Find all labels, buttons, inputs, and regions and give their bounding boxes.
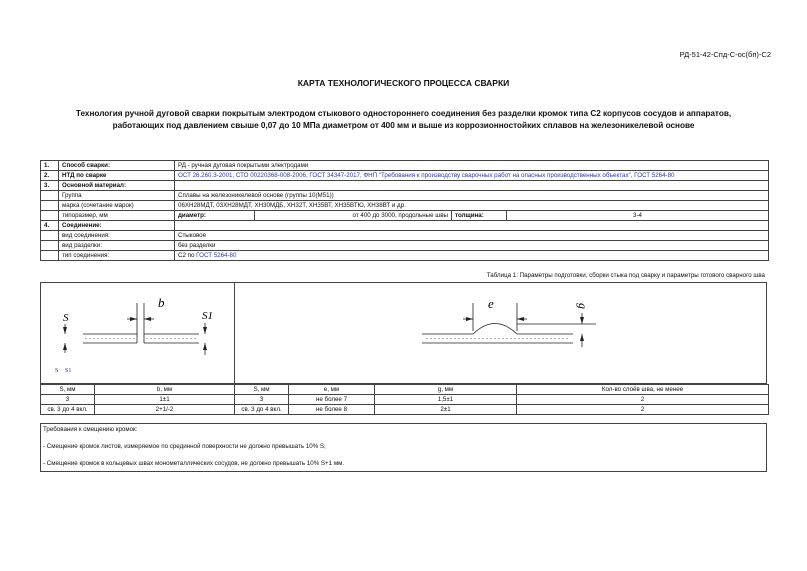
table-row (41, 211, 769, 221)
table-cell: 3 (235, 395, 289, 405)
thickness-value: 3-4 (507, 211, 769, 221)
size-label: типоразмер, мм (59, 211, 175, 221)
table-cell: 2 (517, 395, 769, 405)
document-number: РД-51-42-Спд-С-ос(бп)-С2 (679, 50, 771, 59)
table-row (41, 405, 769, 415)
page-title: КАРТА ТЕХНОЛОГИЧЕСКОГО ПРОЦЕССА СВАРКИ (297, 78, 510, 88)
edge-offset-requirements (40, 423, 767, 472)
label-s: S (63, 312, 69, 324)
column-header: e, мм (289, 385, 375, 395)
diameter-label: диаметр: (175, 211, 255, 221)
joint-preparation-drawing (41, 283, 234, 383)
table-row (41, 395, 769, 405)
table-cell: св. 3 до 4 вкл. (41, 405, 95, 415)
gost-link[interactable]: ГОСТ 5264-80 (196, 252, 237, 259)
joint-parameters-table (40, 384, 769, 415)
requirement-line: - Смещение кромок листов, измеряемое по срединной поверхности не должно превышать 10% S; (43, 443, 326, 450)
group-label: Группа (59, 191, 175, 201)
joint-label: Соединение: (59, 221, 175, 231)
table-row (41, 241, 769, 251)
label-s1: S1 (202, 310, 213, 322)
joint-type-label: тип соединения: (59, 251, 175, 261)
column-header: b, мм (95, 385, 235, 395)
page-subtitle (40, 108, 767, 132)
groove-value: без разделки (175, 241, 769, 251)
joint-figure (40, 282, 767, 384)
table-cell: 1±1 (95, 395, 235, 405)
ntd-value[interactable]: ОСТ 26.260.3-2001, СТО 00220368-008-2006, ГОСТ 34347-2017, ФНП "Требования к производству сварочных работ на опасных производственных объектах", ГОСТ 5264-80 (175, 171, 769, 181)
label-b: b (158, 295, 165, 310)
subtitle-line-1: Технология ручной дуговой сварки покрытым электродом стыкового одностороннего соединения без разделки кромок типа С2 корпусов сосудов и аппаратов, (75, 109, 732, 118)
table-row (41, 171, 769, 181)
requirement-line: - Смещение кромок в кольцевых швах монометаллических сосудов, не должно превышать 10% S+1 мм. (43, 460, 345, 467)
joint-kind-label: вид соединения: (59, 231, 175, 241)
table-row (41, 221, 769, 231)
row-number: 2. (41, 171, 59, 181)
group-value: Сплавы на железоникелевой основе (группы 10(M51)) (175, 191, 769, 201)
table-cell: 3 (41, 395, 95, 405)
groove-label: вид разделки: (59, 241, 175, 251)
table-cell: св. 3 до 4 вкл. (235, 405, 289, 415)
table-cell: 2+1/-2 (95, 405, 235, 415)
welding-method-value: РД - ручная дуговая покрытыми электродами (175, 161, 769, 171)
label-s-small: S (55, 368, 59, 374)
joint-type-value: С2 по ГОСТ 5264-80 (175, 251, 769, 261)
welding-info-table (40, 160, 769, 261)
table-row (41, 231, 769, 241)
requirements-title: Требования к смещению кромок: (43, 426, 138, 433)
table-row (41, 161, 769, 171)
row-number: 4. (41, 221, 59, 231)
table-row (41, 201, 769, 211)
table-cell: 2 (517, 405, 769, 415)
grade-value: 06ХН28МДТ, 03ХН28МДТ, ХН30МДБ, ХН32Т, ХН35ВТ, ХН35ВТЮ, ХН38ВТ и др. (175, 201, 769, 211)
table-cell: не более 7 (289, 395, 375, 405)
table-cell: 1,5±1 (375, 395, 517, 405)
column-header: Кол-во слоёв шва, не менее (517, 385, 769, 395)
column-header: g, мм (375, 385, 517, 395)
column-header: S, мм (41, 385, 95, 395)
table-cell: 2±1 (375, 405, 517, 415)
base-material-label: Основной материал: (59, 181, 175, 191)
row-number: 1. (41, 161, 59, 171)
subtitle-line-2: работающих под давлением свыше 0,07 до 10 МПа диаметром от 400 мм и выше из коррозионностойких сплавов на железоникелевой основе (112, 121, 695, 130)
grade-label: марка (сочетание марок) (59, 201, 175, 211)
label-s1-small: S1 (65, 368, 72, 374)
table-row (41, 251, 769, 261)
label-g: g (576, 303, 590, 309)
thickness-label: толщина: (452, 211, 507, 221)
welding-method-label: Способ сварки: (59, 161, 175, 171)
row-number: 3. (41, 181, 59, 191)
finished-weld-drawing (236, 283, 766, 383)
table-caption: Таблица 1: Параметры подготовки, сборки стыка под сварку и параметры готового сварного шва (486, 272, 765, 279)
ntd-label: НТД по сварке (59, 171, 175, 181)
table-cell: не более 8 (289, 405, 375, 415)
diameter-value: от 400 до 3000, продольные швы (255, 211, 452, 221)
table-header-row (41, 385, 769, 395)
column-header: S, мм (235, 385, 289, 395)
table-row (41, 181, 769, 191)
joint-kind-value: Стыковое (175, 231, 769, 241)
label-e: e (488, 296, 494, 311)
table-row (41, 191, 769, 201)
